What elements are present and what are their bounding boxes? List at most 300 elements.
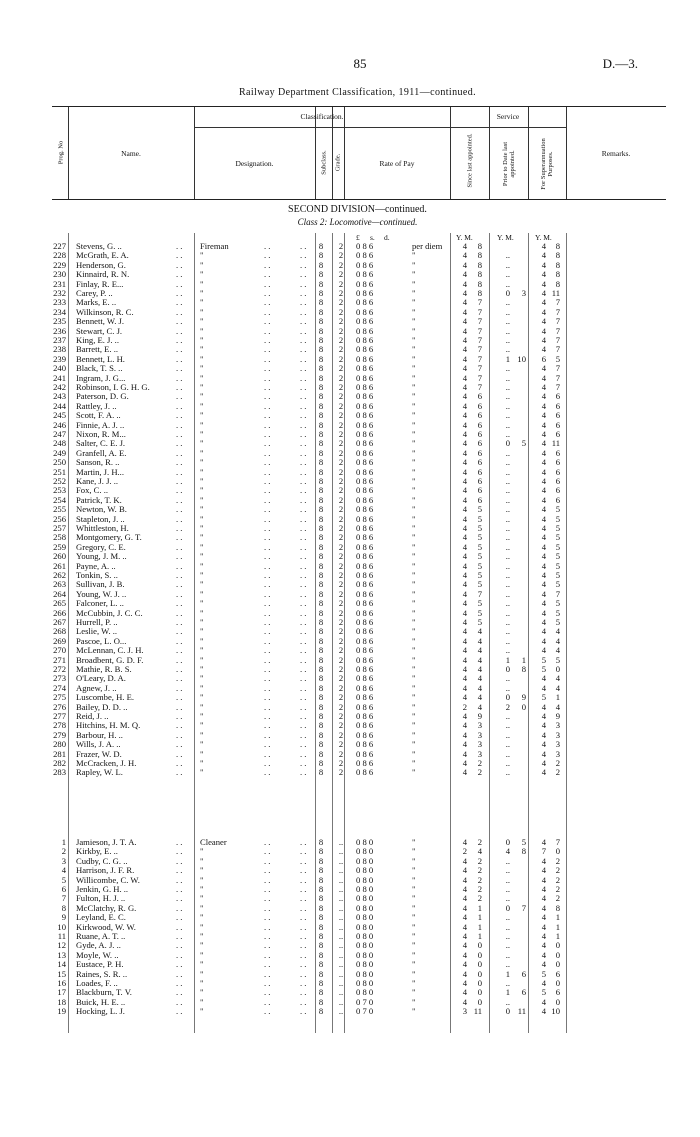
pay-unit: "	[412, 457, 416, 468]
leader-dots: . .	[264, 682, 271, 693]
leader-dots: . .	[176, 316, 183, 327]
prior-years: ..	[505, 682, 510, 693]
since-years: 4	[462, 996, 467, 1007]
subclass: 8	[318, 692, 324, 703]
leader-dots: . .	[176, 363, 183, 374]
rate-of-pay: 0 8 6	[356, 664, 374, 674]
since-years: 4	[462, 865, 467, 876]
super-months: 6	[555, 400, 560, 411]
prior-months: 5	[521, 438, 526, 449]
prior-years: ..	[505, 739, 510, 750]
name: Willicombe, C. W.	[76, 874, 140, 885]
rate-of-pay: 0 8 6	[356, 513, 374, 524]
since-years: 4	[462, 476, 467, 486]
rate-of-pay: 0 8 0	[356, 987, 374, 998]
leader-dots: . .	[264, 259, 271, 270]
leader-dots: . .	[264, 353, 271, 364]
prior-months: 8	[521, 846, 526, 857]
since-months: 7	[477, 588, 482, 599]
prior-years: ..	[505, 466, 510, 477]
prog-no: 241	[53, 372, 66, 383]
since-years: 4	[462, 912, 467, 923]
rate-of-pay: 0 8 6	[356, 701, 374, 712]
grade: 2	[338, 438, 344, 449]
designation: "	[200, 372, 204, 383]
prior-years: 1	[505, 987, 510, 998]
super-years: 4	[541, 344, 546, 355]
prior-years: ..	[505, 560, 510, 571]
since-years: 4	[462, 372, 467, 383]
leader-dots: . .	[264, 701, 271, 712]
pay-unit: "	[412, 874, 416, 885]
since-years: 4	[462, 902, 467, 913]
since-months: 4	[477, 692, 482, 703]
leader-dots: . .	[300, 494, 307, 505]
subclass: 8	[318, 297, 324, 308]
super-years: 4	[541, 902, 546, 913]
name: Stewart, C. J.	[76, 325, 123, 336]
designation: "	[200, 645, 204, 656]
super-years: 5	[541, 987, 546, 998]
prior-years: ..	[505, 297, 510, 308]
prior-years: ..	[505, 400, 510, 411]
rate-of-pay: 0 8 6	[356, 335, 374, 345]
prior-years: ..	[505, 959, 510, 970]
subclass: 8	[318, 457, 324, 468]
super-months: 11	[551, 438, 560, 449]
leader-dots: . .	[264, 645, 271, 656]
leader-dots: . .	[176, 570, 183, 580]
since-months: 5	[477, 513, 482, 524]
super-months: 7	[555, 382, 560, 392]
rate-of-pay: 0 8 0	[356, 978, 374, 988]
prior-years: 1	[505, 968, 510, 979]
grade: 2	[338, 682, 344, 693]
rate-of-pay: 0 8 6	[356, 570, 374, 580]
grade: 2	[338, 457, 344, 468]
prog-no: 18	[57, 996, 66, 1007]
name: Payne, A. ..	[76, 560, 116, 571]
grade: 2	[338, 306, 344, 317]
leader-dots: . .	[176, 921, 183, 932]
prior-months: 10	[517, 353, 526, 364]
designation: "	[200, 748, 204, 759]
subclass: 8	[318, 400, 324, 411]
rate-of-pay: 0 8 0	[356, 855, 374, 866]
leader-dots: . .	[300, 570, 307, 580]
super-years: 4	[541, 447, 546, 458]
super-months: 2	[555, 758, 560, 768]
leader-dots: . .	[300, 996, 307, 1007]
leader-dots: . .	[300, 635, 307, 646]
since-months: 8	[477, 288, 482, 298]
designation: "	[200, 438, 204, 449]
subclass: 8	[318, 560, 324, 571]
grade: 2	[338, 664, 344, 674]
super-months: 8	[555, 902, 560, 913]
since-years: 4	[462, 513, 467, 524]
rate-of-pay: 0 8 6	[356, 457, 374, 468]
prior-years: ..	[505, 884, 510, 894]
leader-dots: . .	[300, 316, 307, 327]
prior-years: ..	[505, 748, 510, 759]
pay-unit: "	[412, 884, 416, 894]
page-title: Railway Department Classification, 1911—continued.	[238, 87, 477, 98]
subclass: 8	[318, 626, 324, 637]
name: Harrison, J. F. R.	[76, 865, 135, 876]
prog-no: 251	[53, 466, 66, 477]
prior-months: 9	[521, 692, 526, 703]
super-months: 0	[555, 949, 560, 960]
leader-dots: . .	[176, 353, 183, 364]
grade: ..	[338, 949, 344, 960]
leader-dots: . .	[176, 855, 183, 866]
leader-dots: . .	[300, 241, 307, 251]
super-months: 10	[551, 1006, 560, 1017]
leader-dots: . .	[176, 931, 183, 941]
subclass: 8	[318, 306, 324, 317]
name: Mathie, R. B. S.	[76, 664, 132, 674]
leader-dots: . .	[176, 635, 183, 646]
rate-of-pay: 0 8 6	[356, 673, 374, 684]
name: Jamieson, J. T. A.	[76, 837, 137, 847]
prior-years: ..	[505, 949, 510, 960]
name: Paterson, D. G.	[76, 391, 129, 402]
name: Leyland, E. C.	[76, 912, 126, 923]
super-years: 5	[541, 968, 546, 979]
super-years: 4	[541, 729, 546, 740]
since-months: 0	[477, 978, 482, 988]
since-months: 1	[477, 902, 482, 913]
rate-of-pay: 0 8 6	[356, 551, 374, 562]
pay-unit: "	[412, 438, 416, 449]
subclass: 8	[318, 513, 324, 524]
grade-header: Grade.	[334, 153, 342, 172]
super-years: 4	[541, 588, 546, 599]
prior-years: ..	[505, 767, 510, 778]
since-months: 6	[477, 457, 482, 468]
leader-dots: . .	[300, 504, 307, 515]
super-years: 6	[541, 353, 546, 364]
prog-no: 272	[53, 664, 66, 674]
designation: Fireman	[200, 241, 229, 251]
leader-dots: . .	[264, 250, 271, 261]
leader-dots: . .	[176, 626, 183, 637]
leader-dots: . .	[300, 344, 307, 355]
leader-dots: . .	[176, 959, 183, 970]
designation: "	[200, 513, 204, 524]
prior-years: ..	[505, 363, 510, 374]
pay-unit: "	[412, 269, 416, 280]
leader-dots: . .	[300, 447, 307, 458]
since-years: 4	[462, 532, 467, 543]
rate-of-pay: 0 8 6	[356, 729, 374, 740]
super-months: 1	[555, 692, 560, 703]
prior-months: 3	[521, 288, 526, 298]
subclass: 8	[318, 893, 324, 904]
since-months: 9	[477, 711, 482, 721]
prog-no: 233	[53, 297, 66, 308]
super-years: 4	[541, 316, 546, 327]
super-years: 4	[541, 363, 546, 374]
designation: "	[200, 382, 204, 392]
leader-dots: . .	[264, 617, 271, 627]
prior-years: ..	[505, 588, 510, 599]
since-years: 4	[462, 523, 467, 533]
subclass: 8	[318, 855, 324, 866]
rate-of-pay: 0 8 6	[356, 466, 374, 477]
leader-dots: . .	[176, 664, 183, 674]
subclass: 8	[318, 485, 324, 496]
prog-no: 259	[53, 541, 66, 552]
designation: "	[200, 588, 204, 599]
pay-unit: "	[412, 949, 416, 960]
pay-unit: "	[412, 391, 416, 402]
name: Henderson, G.	[76, 259, 126, 270]
since-years: 2	[462, 846, 467, 857]
years-months-head-1: Y. M.	[456, 233, 473, 242]
name: Loades, F. ..	[76, 978, 118, 988]
leader-dots: . .	[176, 758, 183, 768]
since-years: 4	[462, 931, 467, 941]
leader-dots: . .	[300, 654, 307, 665]
since-years: 4	[462, 635, 467, 646]
pay-unit: "	[412, 476, 416, 486]
pay-unit: "	[412, 532, 416, 543]
prior-to-date-header: Prior to Date last appointed.	[502, 141, 516, 187]
rate-of-pay: 0 8 6	[356, 560, 374, 571]
prog-no: 255	[53, 504, 66, 515]
prior-months: 0	[521, 701, 526, 712]
leader-dots: . .	[264, 739, 271, 750]
rate-of-pay: 0 8 6	[356, 325, 374, 336]
since-months: 0	[477, 987, 482, 998]
pay-unit: "	[412, 748, 416, 759]
rate-of-pay: 0 8 6	[356, 607, 374, 618]
leader-dots: . .	[176, 673, 183, 684]
leader-dots: . .	[300, 729, 307, 740]
super-years: 4	[541, 504, 546, 515]
super-years: 7	[541, 846, 546, 857]
pay-unit: "	[412, 485, 416, 496]
super-months: 0	[555, 846, 560, 857]
since-years: 4	[462, 987, 467, 998]
leader-dots: . .	[176, 949, 183, 960]
since-years: 4	[462, 363, 467, 374]
name: Barbour, H. ..	[76, 729, 123, 740]
leader-dots: . .	[176, 607, 183, 618]
super-months: 0	[555, 996, 560, 1007]
name: Falconer, L. ..	[76, 598, 124, 609]
grade: 2	[338, 476, 344, 486]
leader-dots: . .	[264, 626, 271, 637]
super-years: 4	[541, 466, 546, 477]
super-years: 4	[541, 626, 546, 637]
super-months: 3	[555, 720, 560, 731]
leader-dots: . .	[300, 335, 307, 345]
pay-unit: "	[412, 598, 416, 609]
grade: 2	[338, 504, 344, 515]
super-years: 4	[541, 259, 546, 270]
pay-unit: "	[412, 494, 416, 505]
prog-no: 232	[53, 288, 66, 298]
grade: 2	[338, 259, 344, 270]
super-months: 9	[555, 711, 560, 721]
rate-of-pay: 0 8 6	[356, 617, 374, 627]
designation: "	[200, 692, 204, 703]
super-months: 5	[555, 513, 560, 524]
name: Kirkwood, W. W.	[76, 921, 136, 932]
leader-dots: . .	[300, 532, 307, 543]
prior-years: ..	[505, 372, 510, 383]
prog-no: 270	[53, 645, 66, 656]
since-years: 4	[462, 241, 467, 251]
rate-of-pay: 0 8 0	[356, 884, 374, 894]
leader-dots: . .	[300, 579, 307, 590]
since-years: 4	[462, 391, 467, 402]
grade: 2	[338, 588, 344, 599]
since-months: 5	[477, 541, 482, 552]
leader-dots: . .	[264, 551, 271, 562]
leader-dots: . .	[264, 711, 271, 721]
prior-years: ..	[505, 996, 510, 1007]
designation: "	[200, 316, 204, 327]
name: Sullivan, J. B.	[76, 579, 125, 590]
prior-years: 0	[505, 902, 510, 913]
grade: 2	[338, 532, 344, 543]
leader-dots: . .	[264, 978, 271, 988]
super-months: 4	[555, 682, 560, 693]
pay-unit: "	[412, 429, 416, 439]
leader-dots: . .	[300, 588, 307, 599]
rate-of-pay: 0 8 6	[356, 645, 374, 656]
prog-no: 258	[53, 532, 66, 543]
since-months: 4	[477, 635, 482, 646]
prior-years: ..	[505, 855, 510, 866]
grade: ..	[338, 912, 344, 923]
leader-dots: . .	[264, 513, 271, 524]
super-months: 5	[555, 617, 560, 627]
rate-of-pay: 0 8 6	[356, 391, 374, 402]
classification-header: Classification.	[300, 112, 344, 121]
super-months: 0	[555, 940, 560, 951]
since-years: 4	[462, 682, 467, 693]
designation: "	[200, 560, 204, 571]
prog-no: 256	[53, 513, 66, 524]
super-months: 5	[555, 560, 560, 571]
leader-dots: . .	[176, 278, 183, 289]
rate-of-pay: 0 8 6	[356, 720, 374, 731]
leader-dots: . .	[264, 940, 271, 951]
designation: "	[200, 551, 204, 562]
prog-no: 261	[53, 560, 66, 571]
prior-years: ..	[505, 541, 510, 552]
since-years: 4	[462, 940, 467, 951]
super-years: 4	[541, 523, 546, 533]
since-years: 4	[462, 278, 467, 289]
designation: "	[200, 485, 204, 496]
subclass: 8	[318, 874, 324, 885]
designation: "	[200, 884, 204, 894]
leader-dots: . .	[300, 874, 307, 885]
rate-of-pay: 0 8 6	[356, 288, 374, 298]
since-months: 5	[477, 504, 482, 515]
rate-of-pay: 0 8 6	[356, 711, 374, 721]
name: Luscombe, H. E.	[76, 692, 134, 703]
grade: 2	[338, 758, 344, 768]
super-years: 4	[541, 250, 546, 261]
since-years: 4	[462, 579, 467, 590]
designation-header: Designation.	[235, 159, 274, 168]
super-months: 5	[555, 579, 560, 590]
leader-dots: . .	[300, 391, 307, 402]
leader-dots: . .	[300, 673, 307, 684]
super-months: 6	[555, 391, 560, 402]
designation: "	[200, 429, 204, 439]
prog-no: 271	[53, 654, 66, 665]
subclass: 8	[318, 645, 324, 656]
rate-of-pay: 0 8 0	[356, 874, 374, 885]
prog-no: 234	[53, 306, 66, 317]
super-months: 8	[555, 278, 560, 289]
designation: "	[200, 466, 204, 477]
grade: 2	[338, 626, 344, 637]
since-months: 6	[477, 400, 482, 411]
designation: "	[200, 931, 204, 941]
leader-dots: . .	[264, 949, 271, 960]
name: Montgomery, G. T.	[76, 532, 142, 543]
leader-dots: . .	[176, 865, 183, 876]
subclass: 8	[318, 259, 324, 270]
leader-dots: . .	[264, 485, 271, 496]
prior-years: ..	[505, 259, 510, 270]
leader-dots: . .	[176, 551, 183, 562]
since-years: 4	[462, 410, 467, 421]
since-months: 7	[477, 382, 482, 392]
designation: "	[200, 846, 204, 857]
grade: 2	[338, 400, 344, 411]
designation: "	[200, 607, 204, 618]
pay-unit: "	[412, 259, 416, 270]
leader-dots: . .	[176, 410, 183, 421]
super-years: 4	[541, 269, 546, 280]
prior-years: ..	[505, 912, 510, 923]
rate-of-pay: 0 8 6	[356, 626, 374, 637]
pay-unit: "	[412, 297, 416, 308]
pay-unit: "	[412, 400, 416, 411]
name: McCubbin, J. C. C.	[76, 607, 143, 618]
leader-dots: . .	[300, 382, 307, 392]
super-years: 4	[541, 241, 546, 251]
pay-unit: "	[412, 893, 416, 904]
leader-dots: . .	[176, 711, 183, 721]
super-years: 4	[541, 551, 546, 562]
prior-years: ..	[505, 513, 510, 524]
since-years: 4	[462, 617, 467, 627]
since-months: 7	[477, 297, 482, 308]
leader-dots: . .	[264, 372, 271, 383]
prior-years: ..	[505, 720, 510, 731]
leader-dots: . .	[264, 363, 271, 374]
leader-dots: . .	[176, 579, 183, 590]
leader-dots: . .	[300, 940, 307, 951]
since-years: 2	[462, 701, 467, 712]
super-months: 7	[555, 335, 560, 345]
designation: "	[200, 996, 204, 1007]
prior-years: ..	[505, 476, 510, 486]
prog-no: 269	[53, 635, 66, 646]
grade: 2	[338, 711, 344, 721]
